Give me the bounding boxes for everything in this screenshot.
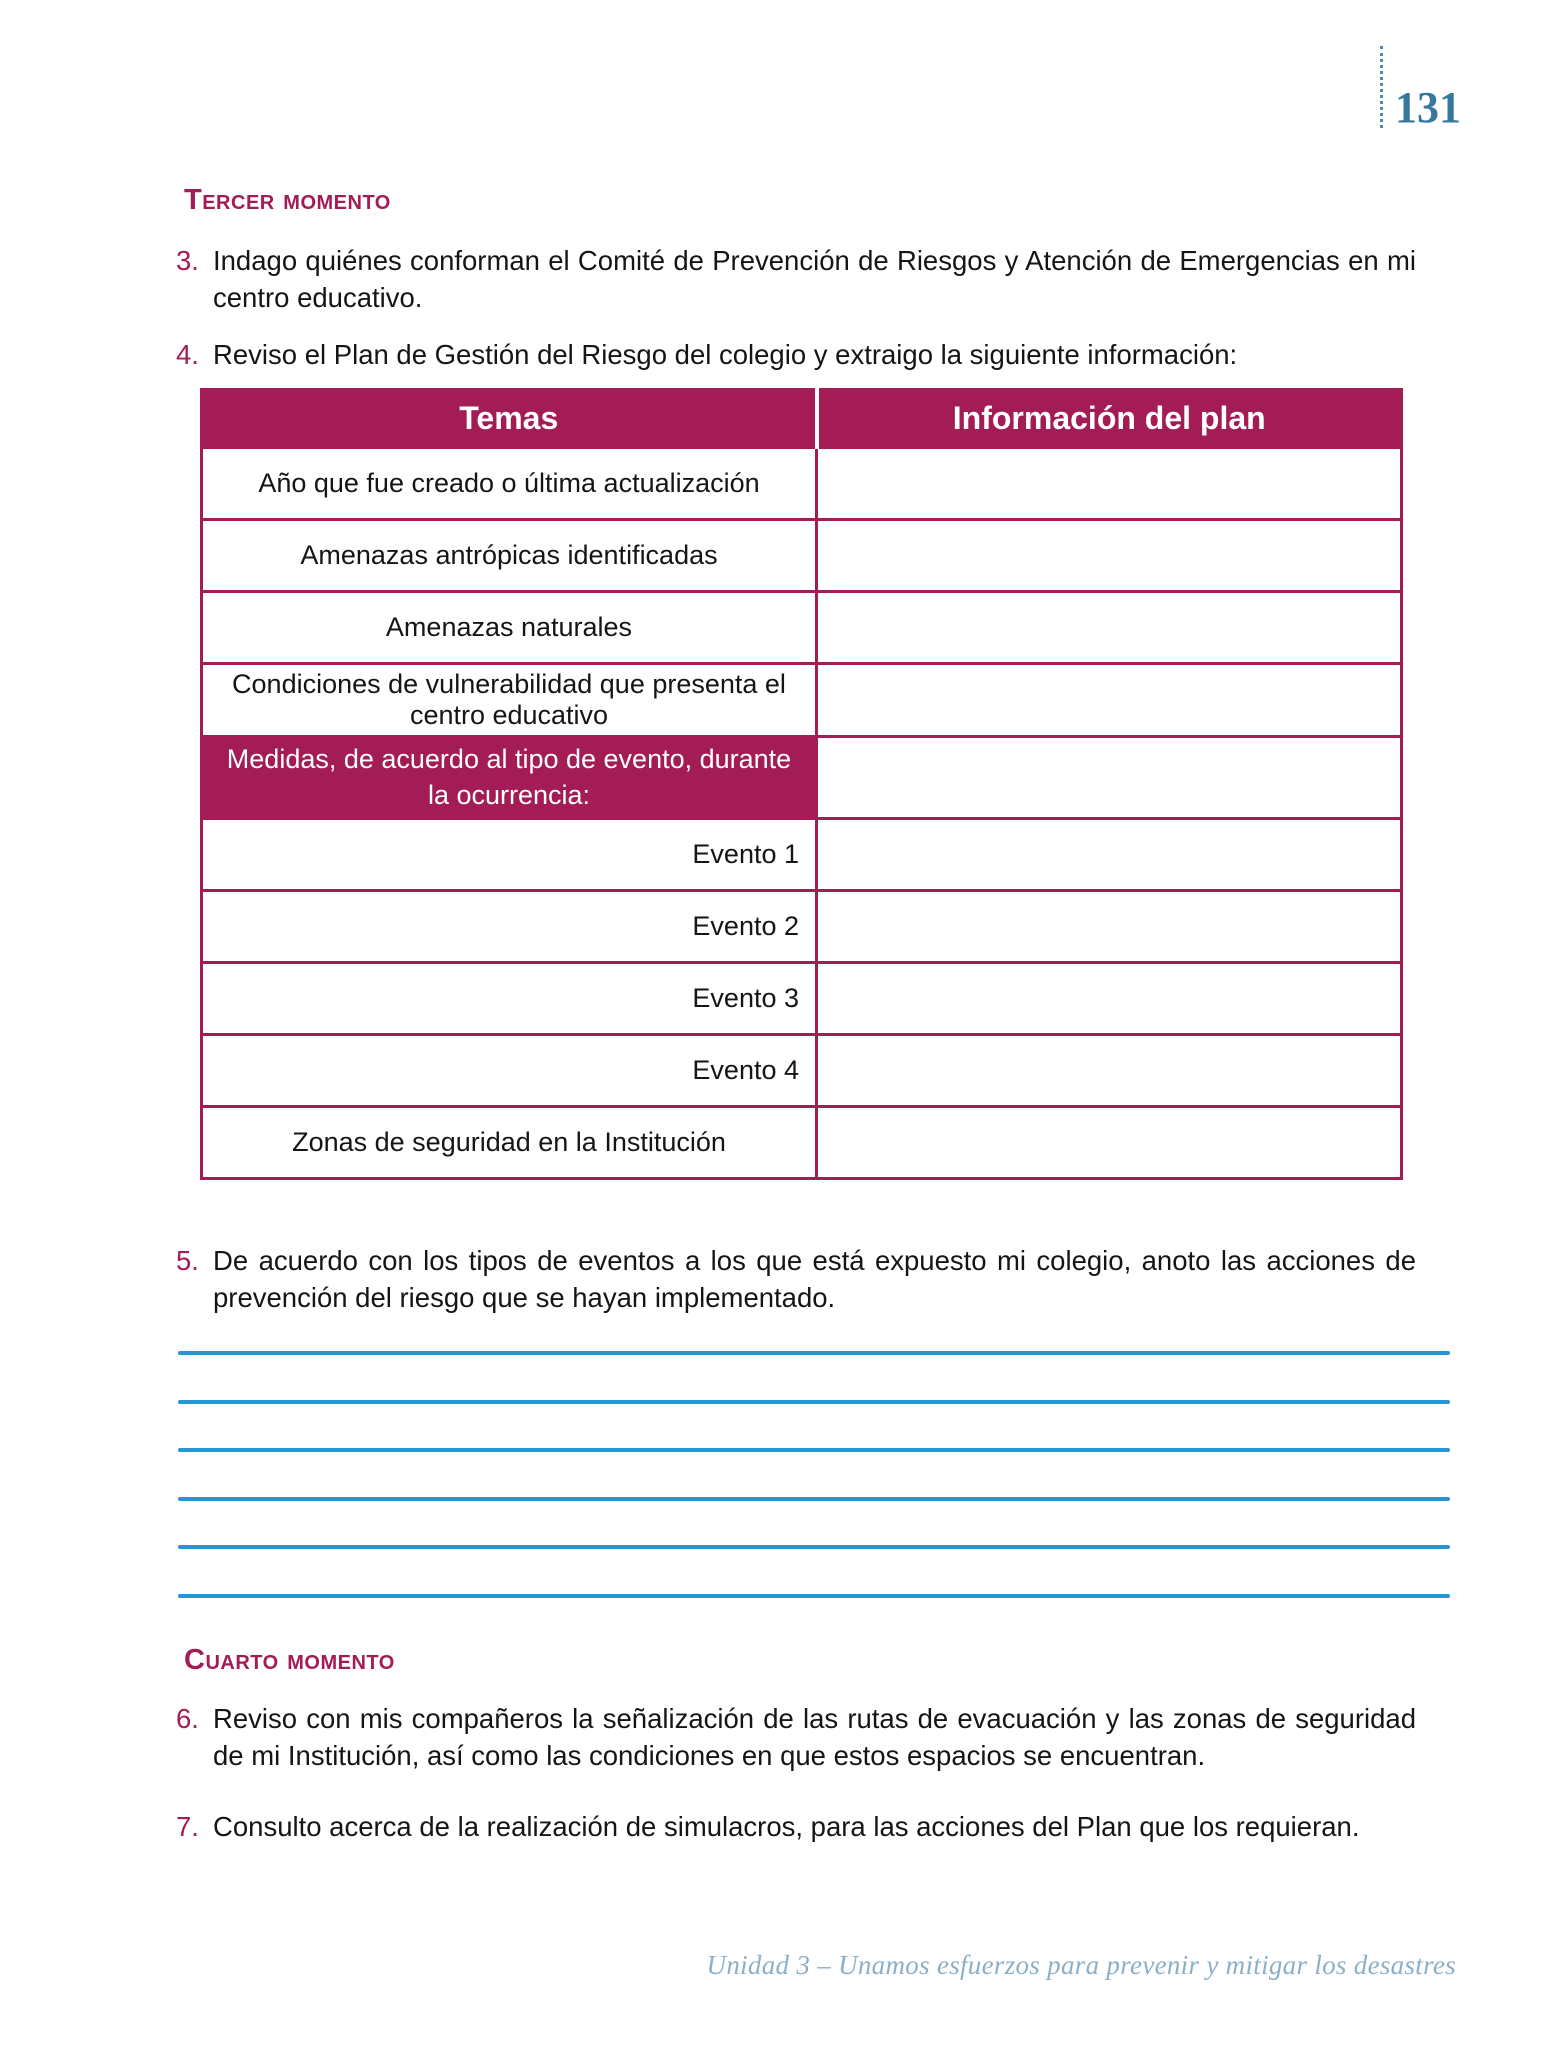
tema-cell-evento-1: Evento 1	[202, 819, 817, 891]
numbered-item-7	[176, 1808, 1416, 1845]
plan-info-cell	[817, 963, 1402, 1035]
tema-cell: Año que fue creado o última actualización	[202, 448, 817, 520]
plan-info-cell	[817, 592, 1402, 664]
table-row	[202, 963, 1402, 1035]
table-row	[202, 664, 1402, 737]
item-text: De acuerdo con los tipos de eventos a los que está expuesto mi colegio, anoto las acciones de prevención del riesgo que se hayan implementado.	[213, 1245, 1416, 1313]
plan-info-cell	[817, 664, 1402, 737]
tema-cell-evento-2: Evento 2	[202, 891, 817, 963]
answer-line	[178, 1545, 1450, 1549]
table-header-informacion: Información del plan	[817, 390, 1402, 448]
answer-line	[178, 1448, 1450, 1452]
section-heading-tercer-momento: Tercer momento	[184, 184, 391, 216]
table-header-row	[202, 390, 1402, 448]
plan-info-cell	[817, 891, 1402, 963]
item-number: 4.	[176, 339, 199, 370]
plan-info-cell	[817, 448, 1402, 520]
numbered-item-3	[176, 242, 1416, 316]
item-number: 5.	[176, 1245, 199, 1276]
tema-cell: Amenazas naturales	[202, 592, 817, 664]
section-heading-cuarto-momento: Cuarto momento	[184, 1644, 395, 1676]
plan-table	[200, 388, 1403, 1180]
table-row	[202, 520, 1402, 592]
item-number: 3.	[176, 245, 199, 276]
page-footer: Unidad 3 – Unamos esfuerzos para prevenir y mitigar los desastres	[706, 1950, 1456, 1980]
plan-info-cell	[817, 1035, 1402, 1107]
table-row	[202, 819, 1402, 891]
item-text: Reviso con mis compañeros la señalización de las rutas de evacuación y las zonas de seguridad de mi Institución, así como las condiciones en que estos espacios se encuentran.	[213, 1703, 1416, 1771]
page-number: 131	[1395, 82, 1461, 132]
table-row-subheader	[202, 737, 1402, 819]
tema-cell-evento-4: Evento 4	[202, 1035, 817, 1107]
table-row	[202, 1107, 1402, 1179]
numbered-item-5	[176, 1242, 1416, 1316]
page-number-block	[1380, 46, 1461, 132]
item-number: 7.	[176, 1811, 199, 1842]
item-text: Reviso el Plan de Gestión del Riesgo del colegio y extraigo la siguiente información:	[213, 339, 1238, 370]
table-header-temas: Temas	[202, 390, 817, 448]
table-row	[202, 592, 1402, 664]
table-row	[202, 448, 1402, 520]
tema-cell: Condiciones de vulnerabilidad que presenta el centro educativo	[202, 664, 817, 737]
tema-cell: Amenazas antrópicas identificadas	[202, 520, 817, 592]
plan-info-cell	[817, 737, 1402, 819]
item-number: 6.	[176, 1703, 199, 1734]
answer-line	[178, 1400, 1450, 1404]
plan-info-cell	[817, 520, 1402, 592]
numbered-item-4	[176, 336, 1416, 373]
numbered-item-6	[176, 1700, 1416, 1774]
answer-line	[178, 1497, 1450, 1501]
item-text: Indago quiénes conforman el Comité de Prevención de Riesgos y Atención de Emergencias en mi centro educativo.	[213, 245, 1416, 313]
tema-cell-evento-3: Evento 3	[202, 963, 817, 1035]
item-text: Consulto acerca de la realización de simulacros, para las acciones del Plan que los requieran.	[213, 1811, 1360, 1842]
plan-info-cell	[817, 1107, 1402, 1179]
tema-subheader-cell: Medidas, de acuerdo al tipo de evento, durante la ocurrencia:	[202, 737, 817, 819]
answer-line	[178, 1351, 1450, 1355]
table-row	[202, 1035, 1402, 1107]
tema-cell: Zonas de seguridad en la Institución	[202, 1107, 817, 1179]
plan-info-cell	[817, 819, 1402, 891]
answer-line	[178, 1594, 1450, 1598]
table-row	[202, 891, 1402, 963]
